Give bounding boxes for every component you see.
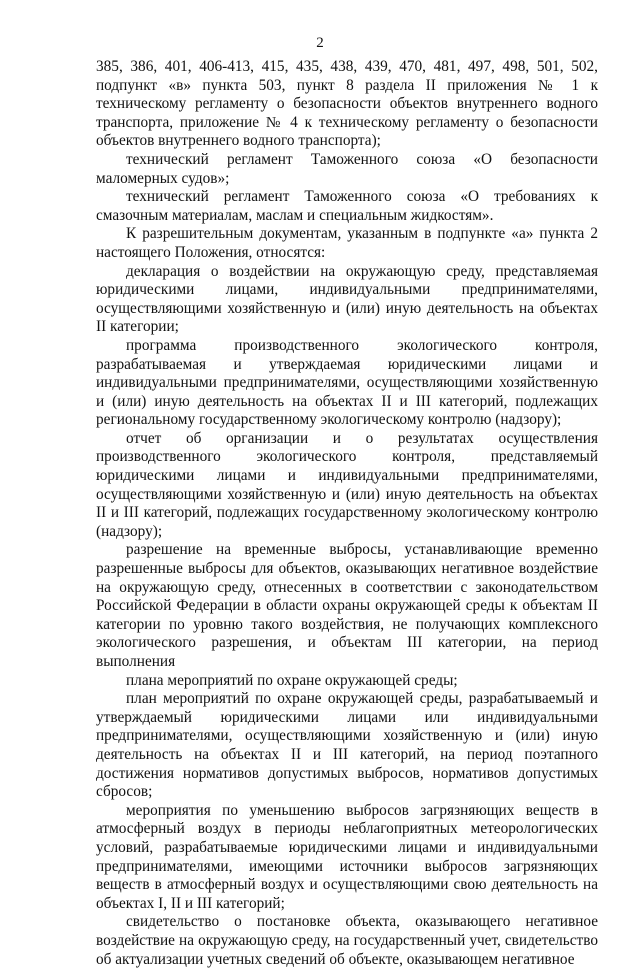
paragraph-11: мероприятия по уменьшению выбросов загрязняющих веществ в атмосферный воздух в периоды неблагоприятных метеорологических условий, разрабатываемые юридическими лицами и индивидуальными предпринимателями, имеющими источники выбросов загрязняющих веществ в атмосферный воздух и осуществляющими свою деятельность на объектах I, II и III категорий; [96, 801, 598, 912]
paragraph-2: технический регламент Таможенного союза «О безопасности маломерных судов»; [96, 150, 598, 187]
paragraph-7: отчет об организации и о результатах осуществления производственного экологического контроля, представляемый юридическими лицами и индивидуальными предпринимателями, осуществляющими хозяйственную и (или) иную деятельность на объектах II и III категорий, подлежащих государственному экологическому контролю (надзору); [96, 429, 598, 540]
paragraph-4: К разрешительным документам, указанным в подпункте «а» пункта 2 настоящего Положения, относятся: [96, 225, 598, 261]
paragraph-3: технический регламент Таможенного союза «О требованиях к смазочным материалам, маслам и специальным жидкостям». [96, 188, 598, 224]
paragraph-12: свидетельство о постановке объекта, оказывающего негативное воздействие на окружающую среду, на государственный учет, свидетельство об актуализации учетных сведений об объекте, оказывающем негативное [96, 913, 598, 968]
paragraph-10: план мероприятий по охране окружающей среды, разрабатываемый и утверждаемый юридическими лицами или индивидуальными предпринимателями, осуществляющими хозяйственную и (или) иную деятельность на объектах II и III категорий, на период поэтапного достижения нормативов допустимых выбросов, нормативов допустимых сбросов; [96, 690, 598, 801]
paragraph-5: декларация о воздействии на окружающую среду, представляемая юридическими лицами, индивидуальными предпринимателями, осуществляющими хозяйственную и (или) иную деятельность на объектах II категории; [96, 262, 598, 336]
paragraph-6: программа производственного экологического контроля, разрабатываемая и утверждаемая юридическими лицами и индивидуальными предпринимателями, осуществляющими хозяйственную и (или) иную деятельность на объектах II и III категорий, подлежащих региональному государственному экологическому контролю (надзору); [96, 336, 598, 429]
paragraph-8: разрешение на временные выбросы, устанавливающие временно разрешенные выбросы для объектов, оказывающих негативное воздействие на окружающую среду, отнесенных в соответствии с законодательством Российской Федерации в области охраны окружающей среды к объектам II категории по уровню такого воздействия, не получающих комплексного экологического разрешения, и объектам III категории, на период выполнения [96, 541, 598, 670]
paragraph-9: плана мероприятий по охране окружающей среды; [126, 671, 458, 689]
page-number: 2 [316, 35, 324, 51]
paragraph-1: 385, 386, 401, 406-413, 415, 435, 438, 439, 470, 481, 497, 498, 501, 502, подпункт «в» пункта 503, пункт 8 раздела II приложения № 1 к техническому регламенту о безопасности объектов внутреннего водного транспорта, приложение № 4 к техническому регламенту о безопасности объектов внутреннего водного транспорта); [96, 58, 598, 150]
document-body [96, 58, 598, 969]
